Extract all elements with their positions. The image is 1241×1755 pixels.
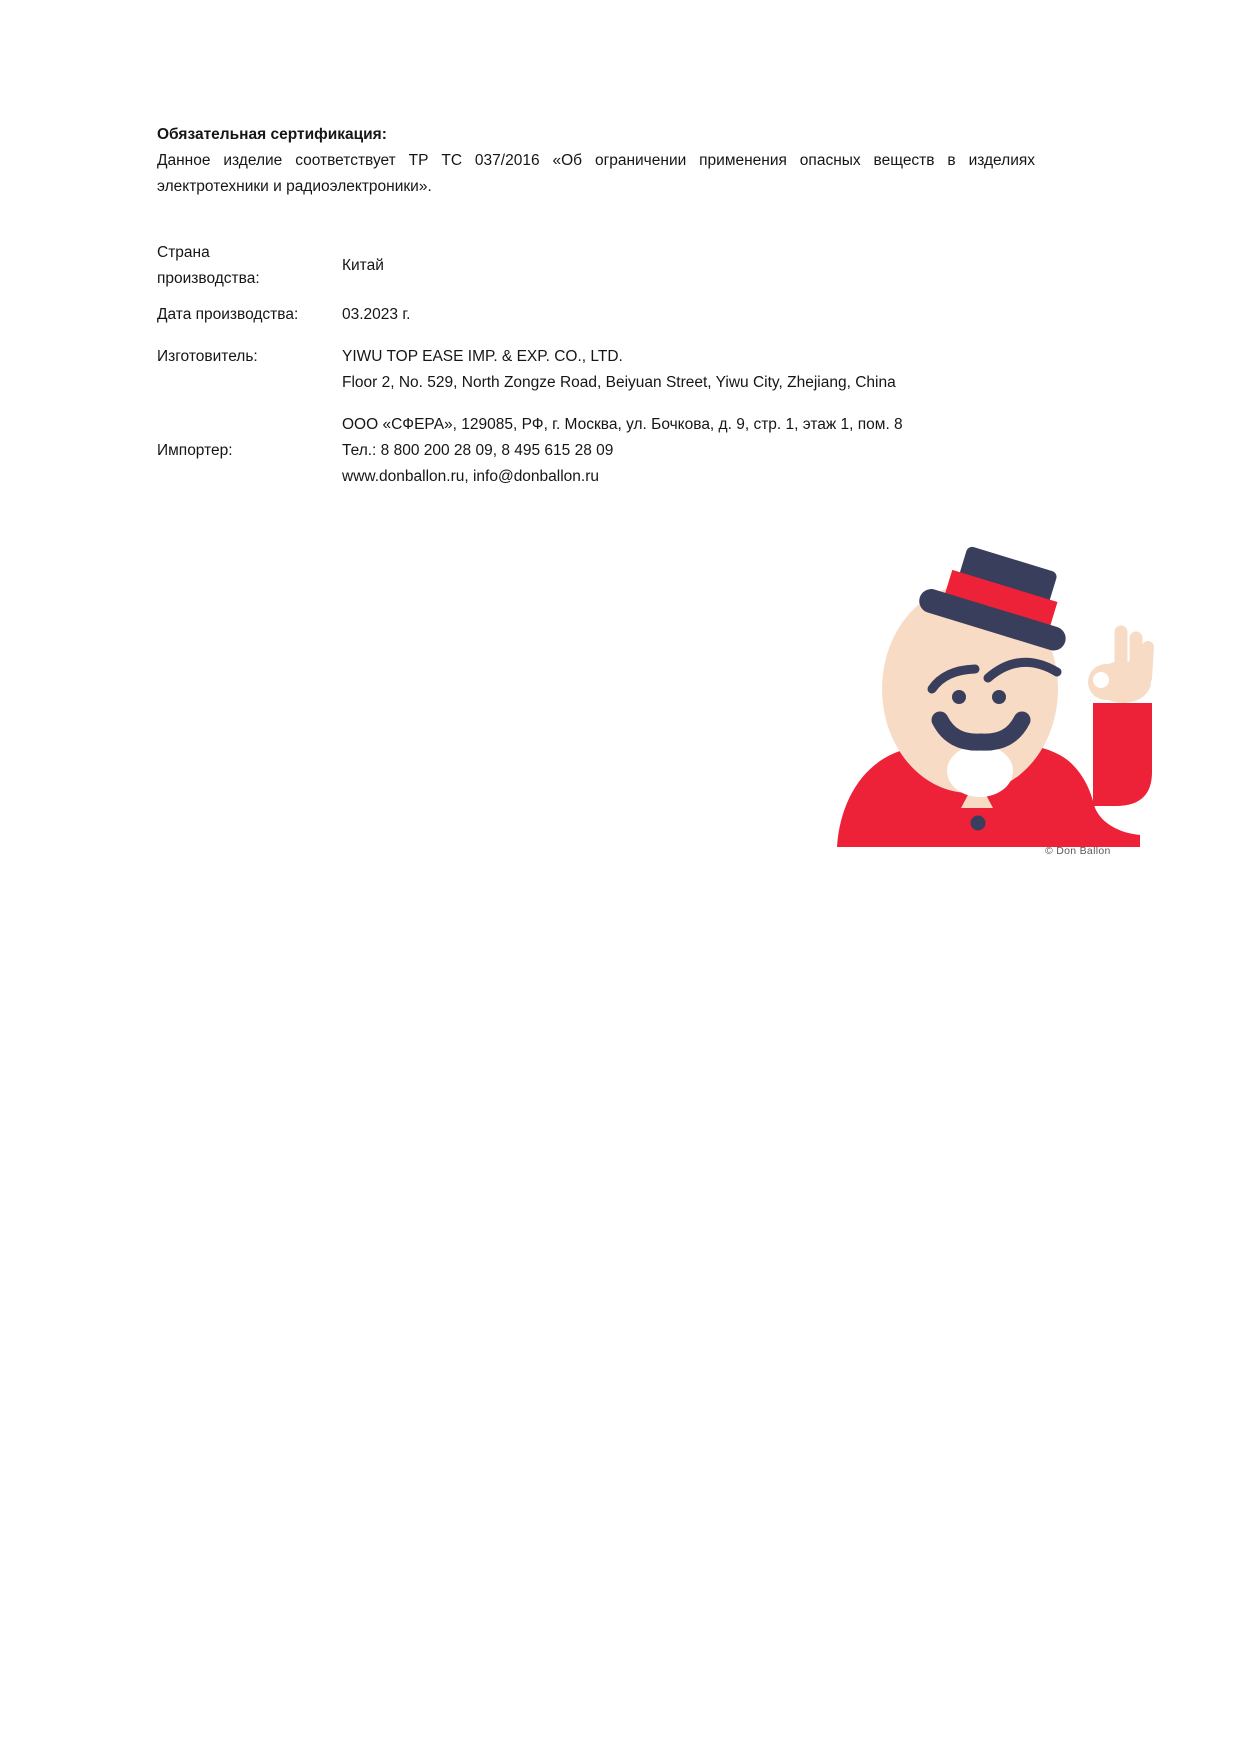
eye-right xyxy=(992,690,1006,704)
production-date-value: 03.2023 г. xyxy=(342,306,411,323)
suit-button xyxy=(971,816,986,831)
details-row-country xyxy=(157,240,1035,292)
importer-contacts: www.donballon.ru, info@donballon.ru xyxy=(342,468,600,485)
manufacturer-label: Изготовитель: xyxy=(157,348,258,365)
importer-phones: Тел.: 8 800 200 28 09, 8 495 615 28 09 xyxy=(342,442,614,459)
country-label: Страна производства: xyxy=(157,244,260,287)
importer-address: ООО «СФЕРА», 129085, РФ, г. Москва, ул. Бочкова, д. 9, стр. 1, этаж 1, пом. 8 xyxy=(342,416,903,433)
mascot-copyright: © Don Ballon xyxy=(1045,845,1111,857)
country-value: Китай xyxy=(342,257,384,274)
certification-text: Данное изделие соответствует ТР ТС 037/2016 «Об ограничении применения опасных веществ в изделиях электротехники и радиоэлектроники». xyxy=(157,152,1035,195)
mascot-arm xyxy=(1093,703,1152,806)
details-row-production-date xyxy=(157,302,1035,328)
product-details-table xyxy=(157,240,1035,490)
manufacturer-name: YIWU TOP EASE IMP. & EXP. CO., LTD. xyxy=(342,348,623,365)
manufacturer-address: Floor 2, No. 529, North Zongze Road, Beiyuan Street, Yiwu City, Zhejiang, China xyxy=(342,374,896,391)
ok-hand-icon xyxy=(1088,632,1151,703)
production-date-label: Дата производства: xyxy=(157,306,299,323)
don-ballon-mascot xyxy=(740,490,1160,865)
details-row-manufacturer xyxy=(157,344,1035,396)
details-row-importer xyxy=(157,412,1035,490)
certification-heading: Обязательная сертификация: xyxy=(157,126,387,143)
importer-label: Импортер: xyxy=(157,442,233,459)
certification-section xyxy=(157,122,1035,490)
eye-left xyxy=(952,690,966,704)
mouth xyxy=(947,745,1013,797)
